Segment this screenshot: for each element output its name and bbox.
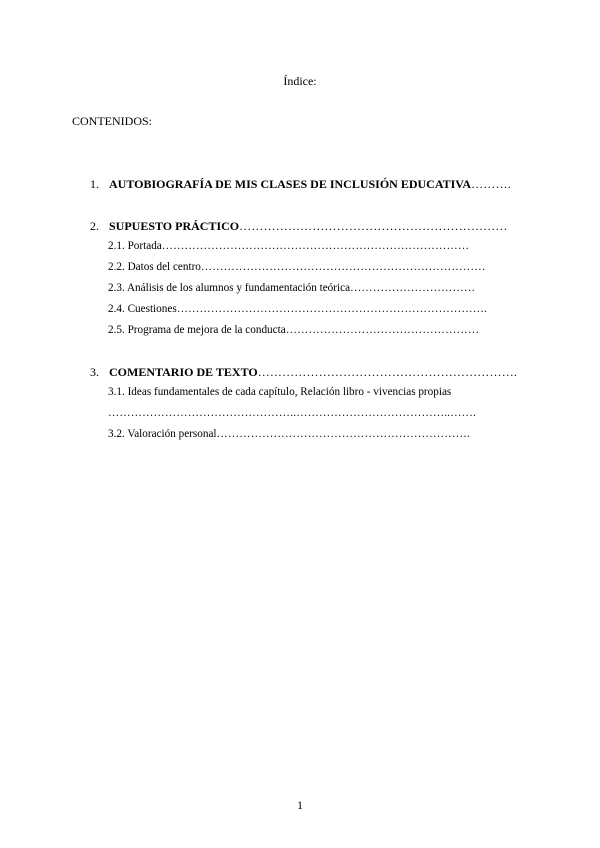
toc-item-2-1 [108, 240, 469, 252]
contents-label: CONTENIDOS: [72, 114, 152, 128]
toc-item-label: 2.3. Análisis de los alumnos y fundamentación teórica [108, 282, 351, 294]
toc-item-3-1-leader [108, 407, 476, 419]
toc-leader-dots: ……………………………………………………………………… [161, 240, 470, 252]
toc-section-2 [90, 219, 508, 234]
toc-item-3-1 [108, 386, 451, 398]
index-title: Índice: [283, 74, 317, 88]
toc-section-title: AUTOBIOGRAFÍA DE MIS CLASES DE INCLUSIÓN EDUCATIVA [109, 177, 472, 191]
toc-section-number: 2. [90, 219, 99, 233]
toc-leader-dots: ………. [471, 177, 511, 191]
toc-item-label: 2.1. Portada [108, 240, 162, 252]
toc-leader-dots: ………………………………………………………. [257, 365, 518, 379]
toc-item-2-3 [108, 282, 475, 294]
toc-section-title: SUPUESTO PRÁCTICO [109, 219, 240, 233]
toc-item-2-4 [108, 303, 487, 315]
toc-item-2-5 [108, 324, 479, 336]
toc-section-3 [90, 365, 517, 380]
toc-item-label: 2.4. Cuestiones [108, 303, 177, 315]
toc-leader-dots: …………………………………………………………. [216, 428, 471, 440]
toc-leader-dots: …………………………… [350, 282, 476, 294]
toc-item-label: 2.5. Programa de mejora de la conducta [108, 324, 286, 336]
toc-leader-dots: ………………………………………………………………… [200, 261, 486, 273]
toc-item-3-2 [108, 428, 470, 440]
toc-section-title: COMENTARIO DE TEXTO [109, 365, 258, 379]
toc-leader-dots: ………………………………………………………… [239, 219, 508, 233]
toc-section-number: 1. [90, 177, 99, 191]
toc-item-label: 3.1. Ideas fundamentales de cada capítulo, Relación libro - vivencias propias [108, 386, 452, 398]
toc-item-label: 3.2. Valoración personal [108, 428, 217, 440]
toc-item-2-2 [108, 261, 486, 273]
toc-leader-dots: ………………………………………………………………………. [176, 303, 488, 315]
page-number: 1 [297, 798, 303, 812]
toc-section-1 [90, 177, 511, 192]
toc-leader-dots: …………………………………………… [285, 324, 480, 336]
toc-section-number: 3. [90, 365, 99, 379]
toc-leader-dots: …………………………………………..…………………………………..……. [108, 407, 476, 419]
toc-item-label: 2.2. Datos del centro [108, 261, 201, 273]
